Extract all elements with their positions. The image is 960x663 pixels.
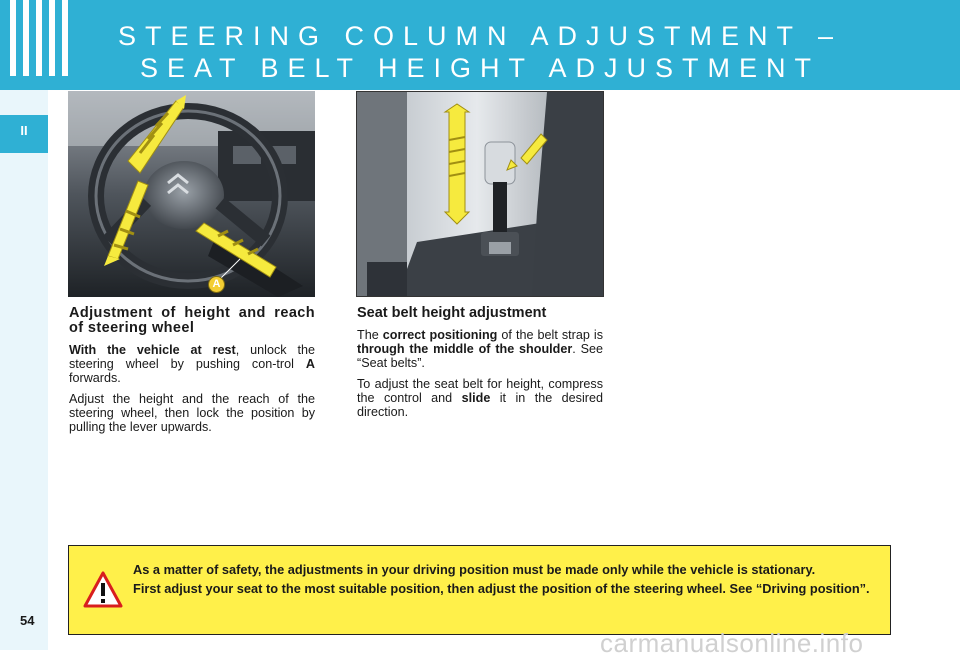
header-band [0,0,960,90]
seat-belt-paragraph-2: To adjust the seat belt for height, compress the control and slide it in the desired direction. [357,377,603,419]
steering-paragraph-1: With the vehicle at rest, unlock the steering wheel by pushing con-trol A forwards. [69,343,315,385]
steering-heading: Adjustment of height and reach of steering wheel [69,305,315,336]
warning-line-1: As a matter of safety, the adjustments in your driving position must be made only while the vehicle is stationary. [133,562,816,577]
safety-warning-box [68,545,891,635]
seat-belt-section [357,306,603,426]
page-number: 54 [20,613,35,628]
warning-text [133,563,885,601]
steering-adjustment-section [69,306,315,441]
seat-belt-photo [356,91,604,297]
lever-label-a: A [208,276,225,293]
page-title-line-2: SEAT BELT HEIGHT ADJUSTMENT [139,53,821,83]
warning-line-2: First adjust your seat to the most suitable position, then adjust the position of the steering wheel. See “Driving position”. [133,581,870,596]
watermark: carmanualsonline.info [600,628,864,658]
page-title-line-1: STEERING COLUMN ADJUSTMENT – [117,21,843,51]
seat-belt-paragraph-1: The correct positioning of the belt strap is through the middle of the shoulder. See “Seat belts”. [357,328,603,370]
steering-wheel-photo [68,91,315,297]
warning-triangle-icon [83,570,123,610]
seat-belt-heading: Seat belt height adjustment [357,305,547,321]
chapter-tab[interactable]: II [0,115,48,153]
header-stripes [10,0,68,76]
page-title [90,20,870,84]
steering-paragraph-2: Adjust the height and the reach of the steering wheel, then lock the position by pulling the lever upwards. [69,392,315,434]
side-strip [0,90,48,650]
